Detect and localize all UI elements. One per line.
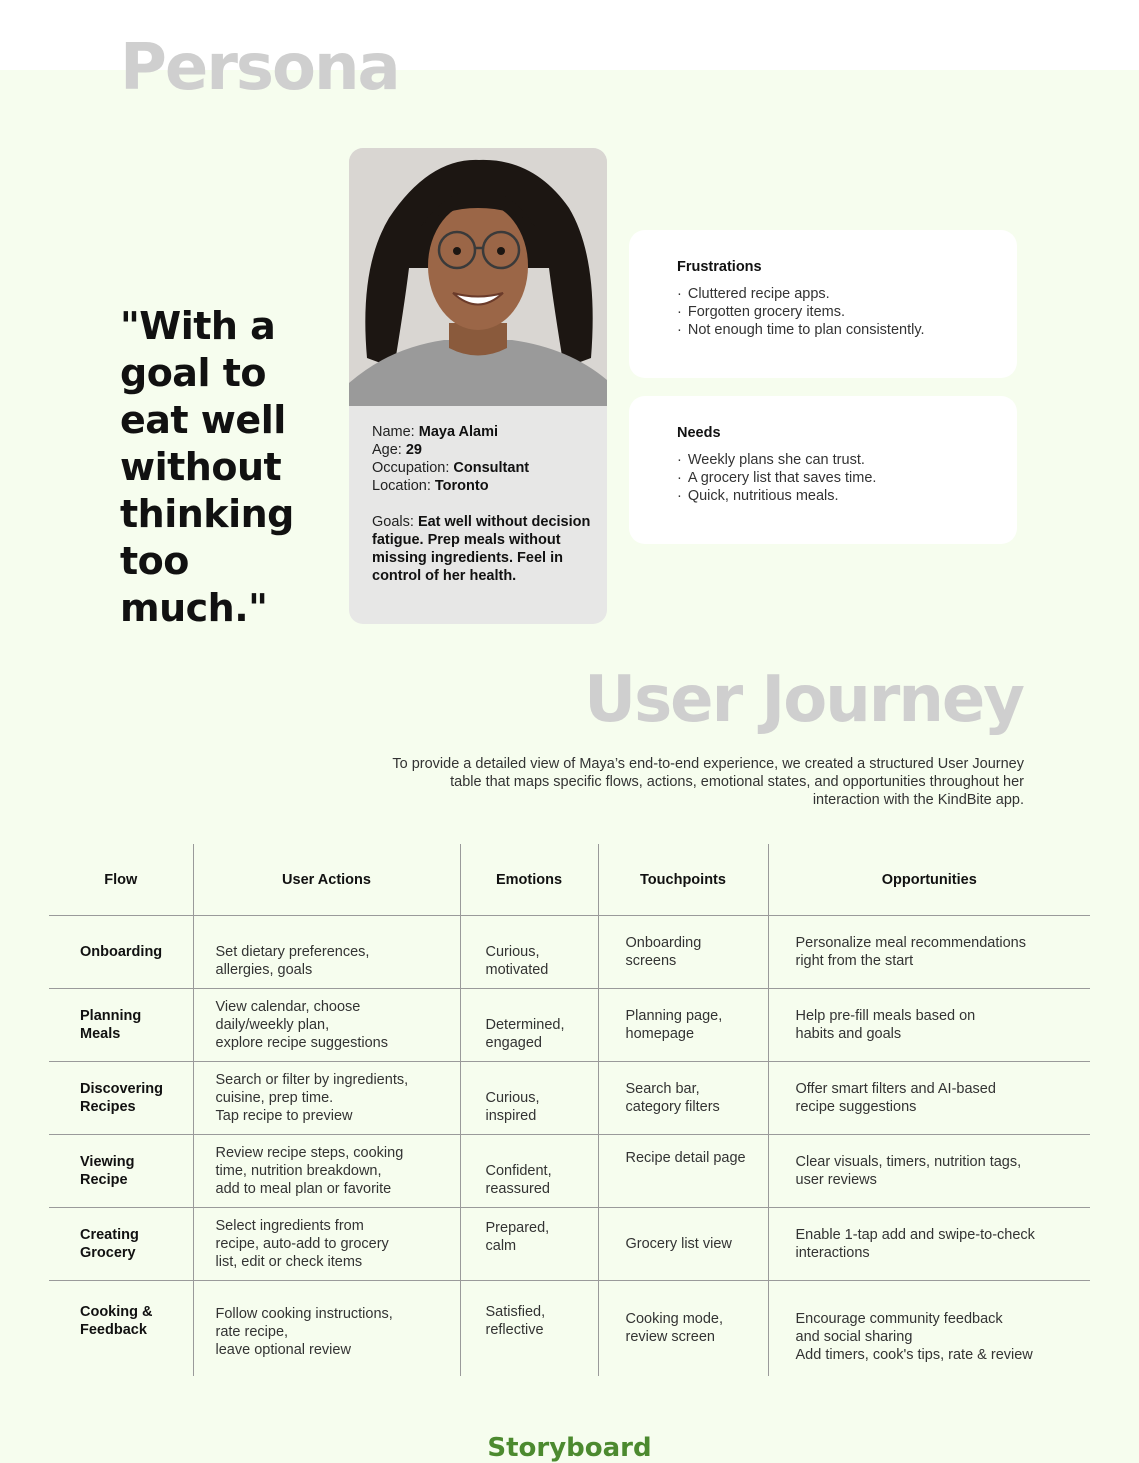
actions-cell: Select ingredients from recipe, auto-add to grocery list, edit or check items [215, 1218, 389, 1270]
opportunities-cell: Help pre-fill meals based on habits and goals [795, 1008, 976, 1042]
profile-goals-row [372, 513, 592, 585]
header-user-actions: User Actions [193, 844, 460, 916]
header-opportunities: Opportunities [768, 844, 1090, 916]
opportunities-cell: Enable 1-tap add and swipe-to-check interactions [795, 1227, 1035, 1261]
goals-value: Eat well without decision fatigue. Prep meals without missing ingredients. Feel in control of her health. [372, 514, 591, 584]
frustrations-title: Frustrations [677, 259, 762, 275]
frustration-item: · Cluttered recipe apps. [677, 285, 925, 303]
occupation-label: Occupation: [372, 460, 454, 476]
frustrations-card [629, 230, 1017, 378]
emotions-cell: Curious, motivated [485, 944, 549, 978]
user-journey-title: User Journey [584, 663, 1023, 737]
table-row [49, 1135, 1090, 1208]
need-item: · Quick, nutritious meals. [677, 487, 876, 505]
emotions-cell: Prepared, calm [485, 1220, 550, 1254]
journey-intro: To provide a detailed view of Maya’s end-to-end experience, we created a structured User Journey table that maps specific flows, actions, emotional states, and opportunities throughout her interaction with the KindBite app. [392, 756, 1024, 808]
emotions-cell: Determined, engaged [485, 1017, 565, 1051]
actions-cell: Follow cooking instructions, rate recipe, leave optional review [215, 1306, 393, 1358]
touchpoints-cell: Grocery list view [625, 1236, 732, 1252]
flow-cell: Planning Meals [80, 1008, 142, 1042]
persona-quote: "With a goal to eat well without thinking too much." [120, 304, 294, 630]
touchpoints-cell: Cooking mode, review screen [625, 1311, 724, 1345]
location-label: Location: [372, 478, 435, 494]
table-row [49, 1208, 1090, 1281]
opportunities-cell: Offer smart filters and AI-based recipe suggestions [795, 1081, 996, 1115]
table-row [49, 1281, 1090, 1376]
needs-list [677, 451, 876, 505]
profile-card [349, 148, 607, 624]
emotions-cell: Curious, inspired [485, 1090, 540, 1124]
emotions-cell: Satisfied, reflective [485, 1304, 546, 1338]
persona-portrait [349, 148, 607, 406]
touchpoints-cell: Onboarding screens [625, 935, 702, 969]
flow-cell: Cooking & Feedback [80, 1304, 153, 1338]
goals-label: Goals: [372, 514, 418, 530]
flow-cell: Discovering Recipes [80, 1081, 163, 1115]
opportunities-cell: Personalize meal recommendations right from the start [795, 935, 1026, 969]
touchpoints-cell: Recipe detail page [625, 1150, 746, 1166]
storyboard-footer-label: Storyboard [487, 1433, 652, 1463]
header-emotions: Emotions [460, 844, 598, 916]
profile-location-row [372, 477, 607, 495]
name-label: Name: [372, 424, 419, 440]
profile-age-row [372, 441, 607, 459]
name-value: Maya Alami [418, 424, 498, 440]
need-item: · Weekly plans she can trust. [677, 451, 876, 469]
actions-cell: Set dietary preferences, allergies, goals [215, 944, 370, 978]
frustration-item: · Not enough time to plan consistently. [677, 321, 925, 339]
flow-cell: Creating Grocery [80, 1227, 139, 1261]
occupation-value: Consultant [453, 460, 530, 476]
needs-card [629, 396, 1017, 544]
emotions-cell: Confident, reassured [485, 1163, 552, 1197]
profile-name-row [372, 423, 607, 441]
actions-cell: Search or filter by ingredients, cuisine, prep time. Tap recipe to preview [215, 1072, 409, 1124]
needs-title: Needs [677, 425, 721, 441]
table-row [49, 916, 1090, 989]
table-header-row [49, 844, 1090, 916]
frustration-item: · Forgotten grocery items. [677, 303, 925, 321]
flow-cell: Onboarding [80, 944, 163, 960]
touchpoints-cell: Search bar, category filters [625, 1081, 720, 1115]
header-flow: Flow [104, 871, 138, 888]
need-item: · A grocery list that saves time. [677, 469, 876, 487]
frustrations-list [677, 285, 925, 339]
age-value: 29 [405, 442, 422, 458]
opportunities-cell: Encourage community feedback and social sharing Add timers, cook's tips, rate & review [795, 1311, 1033, 1363]
actions-cell: Review recipe steps, cooking time, nutrition breakdown, add to meal plan or favorite [215, 1145, 404, 1197]
flow-cell: Viewing Recipe [80, 1154, 135, 1188]
touchpoints-cell: Planning page, homepage [625, 1008, 723, 1042]
opportunities-cell: Clear visuals, timers, nutrition tags, user reviews [795, 1154, 1022, 1188]
age-label: Age: [372, 442, 406, 458]
persona-title: Persona [120, 31, 399, 105]
location-value: Toronto [434, 478, 489, 494]
table-row [49, 1062, 1090, 1135]
user-journey-table [49, 844, 1090, 1376]
profile-occupation-row [372, 459, 607, 477]
table-row [49, 989, 1090, 1062]
actions-cell: View calendar, choose daily/weekly plan, explore recipe suggestions [215, 999, 388, 1051]
header-touchpoints: Touchpoints [598, 844, 768, 916]
profile-details [349, 406, 607, 585]
